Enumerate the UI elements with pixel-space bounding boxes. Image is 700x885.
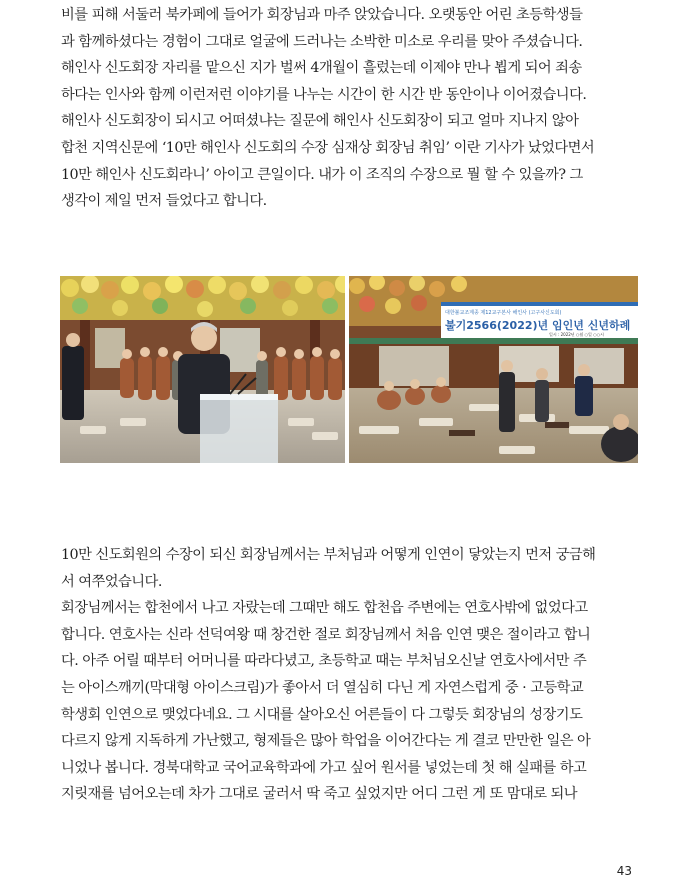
text-line: 비를 피해 서둘러 북카페에 들어가 회장님과 마주 앉았습니다. 오랫동안 어린 초등학생들 <box>61 7 583 23</box>
new-year-ceremony-image <box>349 276 638 463</box>
top-paragraph <box>61 2 637 215</box>
text-line: 합천 지역신문에 ‘10만 해인사 신도회의 수장 심재상 회장님 취임’ 이란 기사가 났었다면서 <box>61 139 595 156</box>
ceremony-speech-photo <box>60 276 345 463</box>
text-line: 10만 신도회원의 수장이 되신 회장님께서는 부처님과 어떻게 인연이 닿았는지 먼저 궁금해 <box>61 547 596 563</box>
text-line: 합니다. 연호사는 신라 선덕여왕 때 창건한 절로 회장님께서 처음 인연 맺은 절이라고 합니 <box>61 626 591 643</box>
text-line: 는 아이스깨끼(막대형 아이스크림)가 좋아서 더 열심히 다닌 게 자연스럽게 중 · 고등학교 <box>61 679 584 696</box>
text-line: 다. 아주 어릴 때부터 어머니를 따라다녔고, 초등학교 때는 부처님오신날 연호사에서만 주 <box>61 653 587 670</box>
text-line: 하다는 인사와 함께 이런저런 이야기를 나누는 시간이 한 시간 반 동안이나 이어졌습니다. <box>61 86 587 103</box>
text-line: 생각이 제일 먼저 들었다고 합니다. <box>61 193 267 210</box>
text-line: 회장님께서는 합천에서 나고 자랐는데 그때만 해도 합천읍 주변에는 연호사밖에 없었다고 <box>61 600 588 617</box>
photo-row <box>60 276 638 463</box>
banner-date: 일시 : 2022년 ○월 ○일 ○○시 <box>549 332 605 337</box>
text-line: 지릿재를 넘어오는데 차가 그대로 굴러서 딱 죽고 싶었지만 어디 그런 게 또 맘대로 되나 <box>61 786 578 803</box>
text-line: 다르지 않게 지독하게 가난했고, 형제들은 많아 학업을 이어간다는 게 결코 만만한 일은 아 <box>61 733 591 750</box>
text-line: 10만 해인사 신도회라니’ 아이고 큰일이다. 내가 이 조직의 수장으로 뭘 할 수 있을까? 그 <box>61 166 583 183</box>
text-line: 학생회 인연으로 맺었다네요. 그 시대를 살아오신 어른들이 다 그렇듯 회장님의 성장기도 <box>61 706 583 723</box>
page-number: 43 <box>616 864 632 878</box>
text-line: 해인사 신도회장 자리를 맡으신 지가 벌써 4개월이 흘렀는데 이제야 만나 뵙게 되어 죄송 <box>61 60 582 77</box>
text-line: 니었나 봅니다. 경북대학교 국어교육학과에 가고 싶어 원서를 넣었는데 첫 해 실패를 하고 <box>61 759 587 776</box>
text-line: 해인사 신도회장이 되시고 어떠셨냐는 질문에 해인사 신도회장이 되고 얼마 지나지 않아 <box>61 113 579 130</box>
bottom-paragraph <box>61 542 637 808</box>
banner-title: 불기2566(2022)년 임인년 신년하례 <box>445 319 631 332</box>
new-year-ceremony-photo <box>349 276 638 463</box>
banner-small-text: 대한불교조계종 제12교구본사 해인사 (고구사신도회) <box>445 310 562 316</box>
ceremony-speech-image <box>60 276 345 463</box>
text-line: 서 여쭈었습니다. <box>61 573 162 590</box>
text-line: 과 함께하셨다는 경험이 그대로 얼굴에 드러나는 소박한 미소로 우리를 맞아 주셨습니다. <box>61 33 583 50</box>
